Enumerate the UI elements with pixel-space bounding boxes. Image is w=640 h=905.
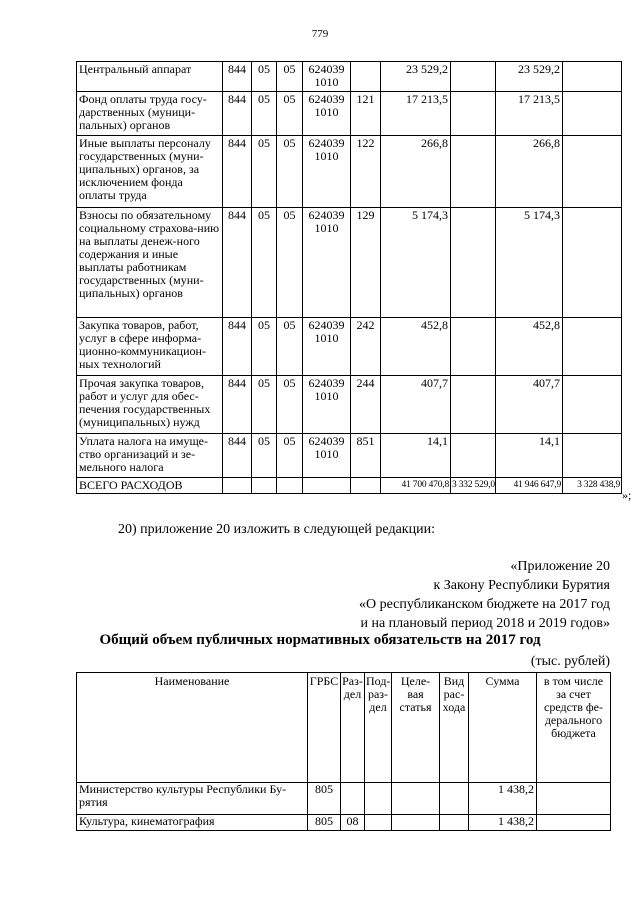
table-row	[77, 783, 611, 815]
row-podrazdel: 05	[277, 208, 303, 318]
table-header-row	[77, 673, 611, 783]
header-razdel: Раз-дел	[341, 673, 365, 783]
row-sum-1: 14,1	[381, 434, 451, 478]
row-sum-3: 452,8	[496, 318, 563, 376]
row-sum-1: 5 174,3	[381, 208, 451, 318]
row-sum: 1 438,2	[469, 783, 537, 815]
closing-quote: »;	[622, 488, 632, 502]
row-grbs: 805	[308, 815, 341, 831]
row-podrazdel: 05	[277, 62, 303, 92]
row-sum-2	[451, 208, 496, 318]
document-title: Общий объем публичных нормативных обязательств на 2017 год	[99, 632, 541, 648]
row-name: Уплата налога на имуще-ство организаций и зе-мельного налога	[77, 434, 223, 478]
total-sum-1: 41 700 470,8	[381, 478, 451, 494]
header-podrazdel: Под-раз-дел	[365, 673, 392, 783]
row-vid	[440, 815, 469, 831]
row-federal	[537, 815, 611, 831]
table-row	[77, 376, 622, 434]
header-vid: Вид рас-хода	[440, 673, 469, 783]
row-grbs: 844	[223, 92, 252, 136]
row-grbs: 844	[223, 136, 252, 208]
row-name: Взносы по обязательному социальному страхова-нию на выплаты денеж-ного содержания и иные выплаты работникам государственных (муни-ципальных) органов	[77, 208, 223, 318]
header-federal: в том числе за счет средств фе-дерального бюджета	[537, 673, 611, 783]
row-name: Фонд оплаты труда госу-дарственных (муници-пальных) органов	[77, 92, 223, 136]
row-vid	[440, 783, 469, 815]
header-grbs: ГРБС	[308, 673, 341, 783]
row-vid: 121	[351, 92, 381, 136]
row-sum-2	[451, 62, 496, 92]
row-grbs: 844	[223, 318, 252, 376]
row-statya: 624039 1010	[303, 62, 351, 92]
row-sum-4	[563, 92, 622, 136]
row-sum-1: 452,8	[381, 318, 451, 376]
row-sum-1: 17 213,5	[381, 92, 451, 136]
row-sum-2	[451, 318, 496, 376]
row-name: Культура, кинематография	[77, 815, 308, 831]
row-statya: 624039 1010	[303, 376, 351, 434]
row-podrazdel: 05	[277, 92, 303, 136]
row-sum-3: 14,1	[496, 434, 563, 478]
table-row	[77, 815, 611, 831]
total-sum-2: 3 332 529,0	[451, 478, 496, 494]
row-grbs: 844	[223, 62, 252, 92]
row-podrazdel: 05	[277, 434, 303, 478]
table-row	[77, 92, 622, 136]
header-name: Наименование	[77, 673, 308, 783]
row-grbs: 844	[223, 208, 252, 318]
obligations-table	[76, 672, 611, 831]
row-statya: 624039 1010	[303, 434, 351, 478]
row-razdel: 05	[252, 376, 277, 434]
total-empty-cell	[303, 478, 351, 494]
row-sum-4	[563, 318, 622, 376]
header-sum: Сумма	[469, 673, 537, 783]
row-federal	[537, 783, 611, 815]
row-razdel	[341, 783, 365, 815]
row-vid	[351, 62, 381, 92]
row-vid: 244	[351, 376, 381, 434]
row-sum-2	[451, 136, 496, 208]
appendix-line-4: и на плановый период 2018 и 2019 годов»	[360, 616, 610, 631]
total-empty-cell	[252, 478, 277, 494]
row-vid: 122	[351, 136, 381, 208]
amendment-paragraph: 20) приложение 20 изложить в следующей редакции:	[118, 522, 435, 537]
row-sum-4	[563, 136, 622, 208]
total-empty-cell	[351, 478, 381, 494]
row-razdel: 05	[252, 208, 277, 318]
row-statya	[392, 783, 440, 815]
row-razdel: 05	[252, 318, 277, 376]
row-sum-3: 266,8	[496, 136, 563, 208]
row-razdel: 05	[252, 92, 277, 136]
row-razdel: 05	[252, 434, 277, 478]
row-name: Закупка товаров, работ, услуг в сфере информа-ционно-коммуникацион-ных технологий	[77, 318, 223, 376]
appendix-line-1: «Приложение 20	[510, 559, 610, 574]
row-vid: 129	[351, 208, 381, 318]
row-sum-3: 17 213,5	[496, 92, 563, 136]
row-statya: 624039 1010	[303, 318, 351, 376]
table-row	[77, 208, 622, 318]
row-name: Министерство культуры Республики Бу-рятия	[77, 783, 308, 815]
table-row	[77, 136, 622, 208]
row-podrazdel: 05	[277, 376, 303, 434]
table-row	[77, 434, 622, 478]
row-sum-4	[563, 62, 622, 92]
row-sum-4	[563, 434, 622, 478]
row-grbs: 805	[308, 783, 341, 815]
row-razdel: 05	[252, 62, 277, 92]
row-grbs: 844	[223, 376, 252, 434]
row-statya	[392, 815, 440, 831]
total-label: ВСЕГО РАСХОДОВ	[77, 478, 223, 494]
row-podrazdel	[365, 815, 392, 831]
table-row	[77, 62, 622, 92]
expenses-table	[76, 61, 622, 494]
total-row	[77, 478, 622, 494]
appendix-line-3: «О республиканском бюджете на 2017 год	[359, 597, 610, 612]
row-sum-4	[563, 376, 622, 434]
row-sum-3: 407,7	[496, 376, 563, 434]
total-empty-cell	[277, 478, 303, 494]
row-statya: 624039 1010	[303, 136, 351, 208]
row-podrazdel: 05	[277, 136, 303, 208]
row-sum-1: 407,7	[381, 376, 451, 434]
row-name: Центральный аппарат	[77, 62, 223, 92]
row-sum-1: 23 529,2	[381, 62, 451, 92]
row-sum: 1 438,2	[469, 815, 537, 831]
row-sum-3: 23 529,2	[496, 62, 563, 92]
row-sum-2	[451, 376, 496, 434]
row-podrazdel	[365, 783, 392, 815]
header-statya: Целе-вая статья	[392, 673, 440, 783]
total-sum-4: 3 328 438,9	[563, 478, 622, 494]
row-grbs: 844	[223, 434, 252, 478]
row-sum-4	[563, 208, 622, 318]
appendix-header	[359, 557, 610, 633]
total-empty-cell	[223, 478, 252, 494]
row-sum-3: 5 174,3	[496, 208, 563, 318]
row-name: Прочая закупка товаров, работ и услуг для обес-печения государственных (муниципальных) нужд	[77, 376, 223, 434]
row-razdel: 08	[341, 815, 365, 831]
appendix-line-2: к Закону Республики Бурятия	[433, 578, 610, 593]
row-statya: 624039 1010	[303, 92, 351, 136]
row-sum-2	[451, 92, 496, 136]
row-podrazdel: 05	[277, 318, 303, 376]
total-sum-3: 41 946 647,9	[496, 478, 563, 494]
row-sum-2	[451, 434, 496, 478]
row-vid: 851	[351, 434, 381, 478]
row-razdel: 05	[252, 136, 277, 208]
units-label: (тыс. рублей)	[530, 654, 610, 669]
row-name: Иные выплаты персоналу государственных (муни-ципальных) органов, за исключением фонда оплаты труда	[77, 136, 223, 208]
row-statya: 624039 1010	[303, 208, 351, 318]
page-number: 779	[311, 28, 329, 40]
row-sum-1: 266,8	[381, 136, 451, 208]
table-row	[77, 318, 622, 376]
row-vid: 242	[351, 318, 381, 376]
